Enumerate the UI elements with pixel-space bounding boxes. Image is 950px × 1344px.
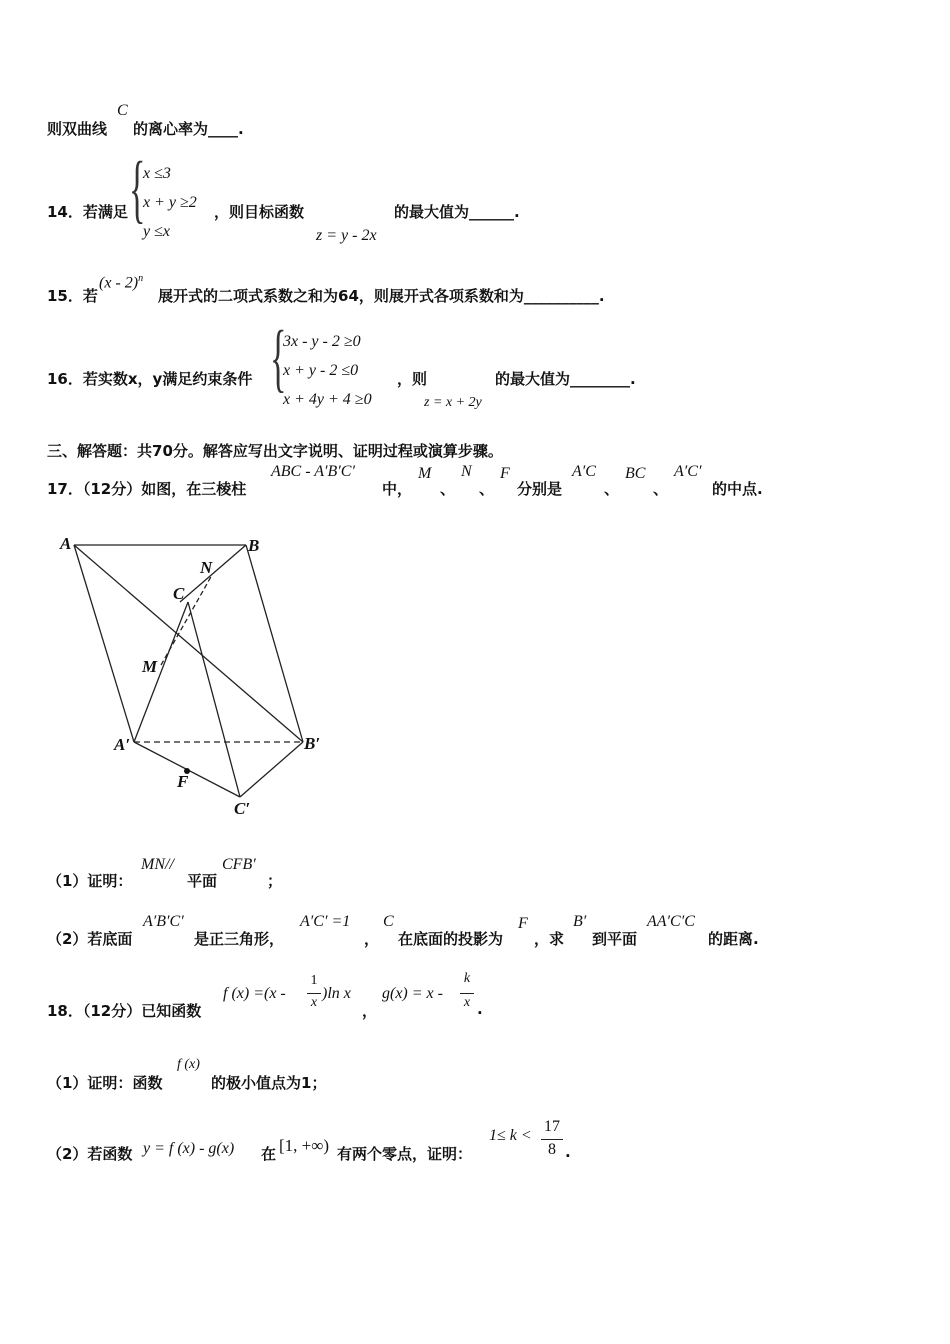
q18-p1-end: 的极小值点为1； [211,1074,327,1092]
q14-number: 14．若满足 [47,203,128,221]
label-c: C [173,584,185,603]
q17-number: 17．（12分）如图，在三棱柱 [47,480,247,498]
q17-sep2: 、 [479,480,495,498]
q13-prefix: 则双曲线 [47,120,108,138]
q18-number: 18．（12分）已知函数 [47,1002,202,1020]
q18-p2-in: 在 [261,1145,277,1163]
q17-p1-plane: 平面 [187,872,218,890]
q18-f-lhs: f (x) =(x - [223,985,286,1002]
q17-f: F [500,465,510,482]
q17-p2-b: B′ [573,913,587,930]
label-b: B [248,536,260,555]
label-c1: C′ [234,799,251,818]
q18-comma: ， [362,1002,378,1020]
q17-p1-mn: MN// [141,856,174,873]
edge-cc1 [188,602,240,797]
q18-g-den: x [463,995,471,1010]
q15-expr: (x - 2)$^n$ [99,273,144,292]
q14-constraint-2: x + y ≥2 [143,194,197,211]
q18-p2-den: 8 [548,1141,556,1158]
q13-suffix: 的离心率为____. [133,120,244,138]
prism-figure [40,525,340,825]
q17-p1-end: ； [267,872,283,890]
q16-objective: z = x + 2y [424,395,482,410]
label-f: F [177,772,189,791]
q16-mid: ，则 [397,370,428,388]
q17-are: 分别是 [517,480,563,498]
q16-number: 16．若实数x，y满足约束条件 [47,370,253,388]
q17-p2-end: 的距离. [708,930,759,948]
edge-bc [180,545,246,602]
q18-p2-ineq: 1≤ k < [489,1127,532,1144]
q18-p2-label: （2）若函数 [47,1145,133,1163]
q15-number: 15．若 [47,287,98,305]
q14-brace: { [129,147,146,231]
q17-p1-cfb: CFB′ [222,856,256,873]
section-3-heading: 三、解答题：共70分。解答应写出文字说明、证明过程或演算步骤。 [47,442,503,460]
q17-p2-eq: 是正三角形， [194,930,285,948]
q18-g-lhs: g(x) = x - [382,985,443,1002]
q18-p2-dot: . [565,1143,571,1161]
q13-var-c: C [117,102,128,119]
q16-constraint-3: x + 4y + 4 ≥0 [283,391,372,408]
q17-p2-proj: 在底面的投影为 [398,930,504,948]
q18-f-rhs: )ln x [322,985,351,1002]
q17-p2-f: F [518,915,528,932]
label-m: M [142,657,158,676]
label-n: N [200,558,213,577]
q17-sep3: 、 [604,480,620,498]
edge-c1b1 [240,742,303,797]
q18-g-num: k [463,971,471,986]
q18-p2-num: 17 [544,1118,560,1135]
q17-mid: 的中点. [712,480,763,498]
q18-p2-has: 有两个零点，证明： [337,1145,473,1163]
q16-end: 的最大值为________. [495,370,636,388]
q14-objective: z = y - 2x [316,227,377,244]
q14-constraint-3: y ≤x [143,223,170,240]
q16-constraint-2: x + y - 2 ≤0 [283,362,359,379]
q17-p2-base: A′B′C′ [143,913,184,930]
q16-constraint-1: 3x - y - 2 ≥0 [283,333,361,350]
label-a1: A′ [114,735,131,754]
q18-f-den: x [310,995,318,1010]
edge-ab1 [74,545,303,742]
q17-seg2: BC [625,465,646,482]
q17-p1-label: （1）证明： [47,872,133,890]
q18-p1-f: f (x) [177,1057,200,1072]
q17-p2-find: ，求 [534,930,565,948]
q17-in: 中， [382,480,413,498]
q18-f-fraction-bar [307,993,321,994]
q15-text: 展开式的二项式系数之和为64，则展开式各项系数和为__________. [158,287,605,305]
q17-p2-plane: AA′C′C [647,913,695,930]
q17-seg1: A′C [572,463,596,480]
q16-brace: { [270,316,287,400]
q17-sep1: 、 [440,480,456,498]
q17-p2-comma: ， [364,930,380,948]
q17-p2-c: C [383,913,394,930]
q18-g-fraction-bar [460,993,474,994]
q17-n: N [461,463,472,480]
q18-dot: . [477,1000,483,1018]
q17-p2-to: 到平面 [592,930,638,948]
q18-f-num: 1 [310,973,318,988]
q18-p2-interval: [1, +∞) [279,1136,330,1155]
label-b1: B′ [304,734,321,753]
q18-p2-y: y = f (x) - g(x) [143,1140,235,1157]
q18-p2-fraction-bar [541,1139,563,1140]
q17-seg3: A′C′ [674,463,702,480]
edge-aa1 [74,545,134,742]
q14-end: 的最大值为______. [394,203,520,221]
q17-p2-side: A′C′ =1 [300,913,351,930]
edge-bb1 [246,545,303,742]
label-a: A [60,534,72,553]
q17-sep4: 、 [653,480,669,498]
q18-p1-label: （1）证明：函数 [47,1074,163,1092]
q17-p2-label: （2）若底面 [47,930,133,948]
q14-mid: ，则目标函数 [214,203,305,221]
q17-prism: ABC - A′B′C′ [271,463,355,480]
q17-m: M [418,465,432,482]
q14-constraint-1: x ≤3 [143,165,171,182]
